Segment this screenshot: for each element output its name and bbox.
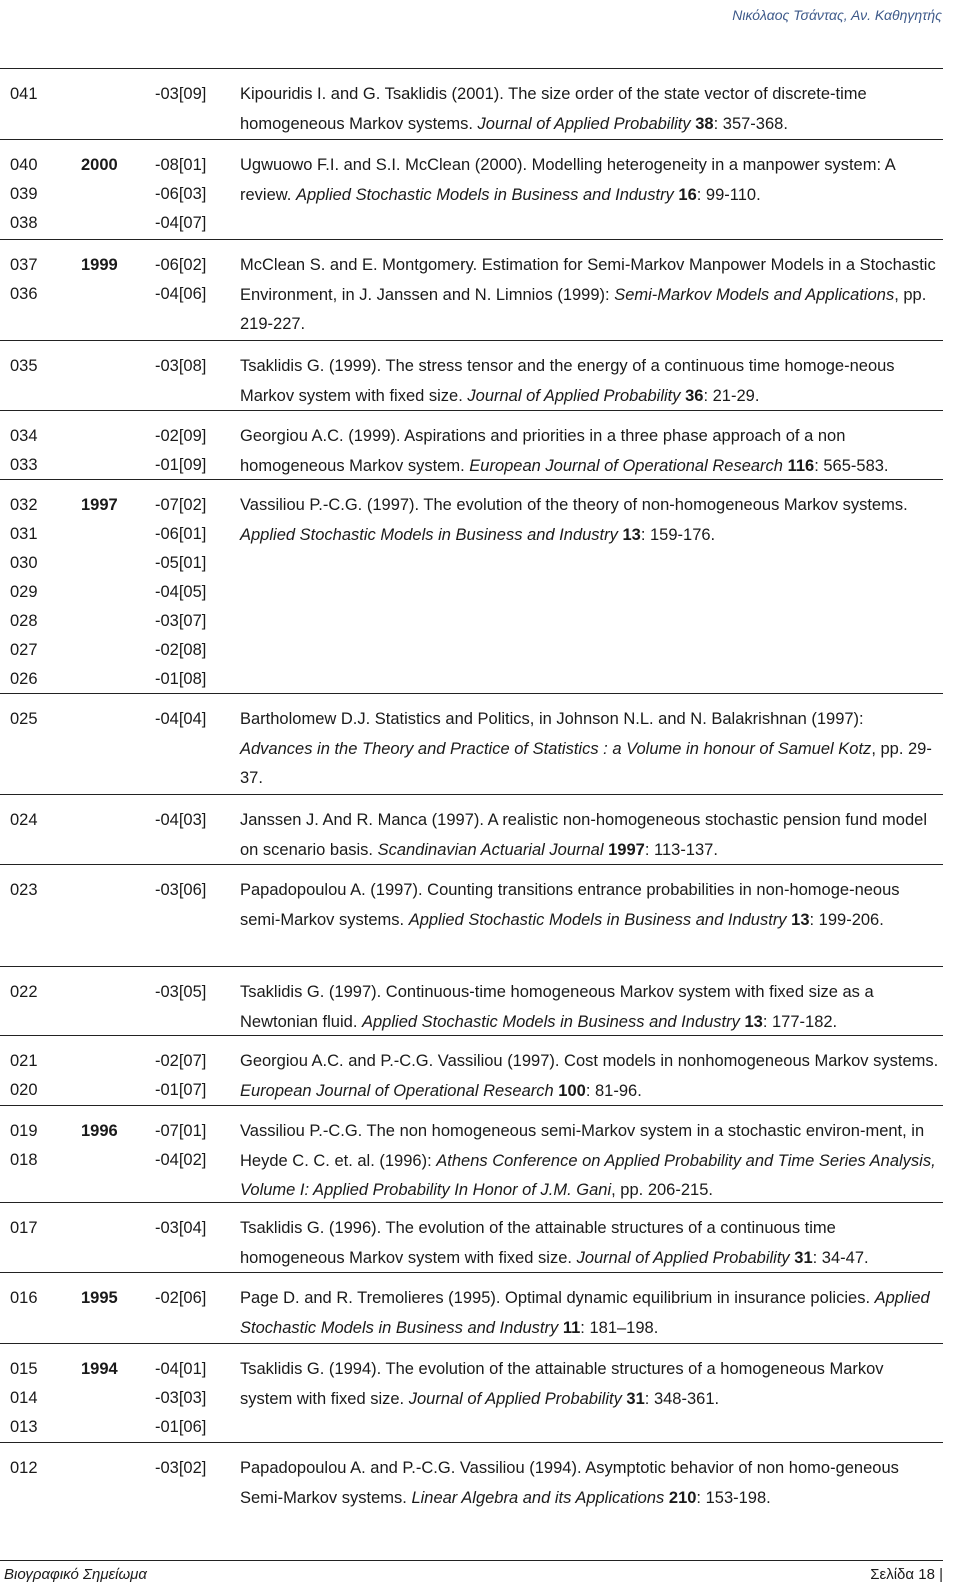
reference-source: Journal of Applied Probability	[576, 1248, 790, 1267]
publication-number: 030	[10, 554, 38, 572]
reference-segment: Tsaklidis G. (1999). The stress tensor and the energy of a continuous time homoge-neous Markov system with fixed size.	[240, 357, 895, 405]
publication-row	[0, 1106, 943, 1203]
publication-year	[81, 1047, 141, 1076]
publication-number: 037	[10, 256, 38, 274]
citation-codes	[155, 1454, 230, 1483]
reference-segment: : 357-368.	[713, 114, 788, 133]
reference-volume: 210	[668, 1488, 697, 1507]
reference-segment: : 348-361.	[644, 1389, 720, 1408]
publication-row	[0, 480, 943, 694]
publication-numbers	[10, 1047, 60, 1105]
reference-text	[240, 251, 940, 340]
reference-text	[240, 151, 940, 210]
reference-segment: : 181–198.	[580, 1318, 659, 1337]
reference-segment: : 565-583.	[814, 456, 889, 475]
publication-number: 038	[10, 214, 38, 232]
publication-numbers	[10, 151, 60, 238]
publication-number: 013	[10, 1418, 38, 1436]
reference-volume: 11	[562, 1318, 581, 1337]
citation-code: -02[06]	[155, 1289, 207, 1307]
reference-source: Advances in the Theory and Practice of Statistics : a Volume in honour of Samuel Kotz	[240, 739, 872, 758]
reference-volume: 13	[622, 525, 641, 544]
publication-row	[0, 341, 943, 411]
citation-codes	[155, 806, 230, 835]
reference-text	[240, 705, 940, 794]
publication-number: 017	[10, 1219, 38, 1237]
publication-row	[0, 240, 943, 341]
citation-code: -06[03]	[155, 185, 207, 203]
publication-row	[0, 967, 943, 1036]
reference-segment: Tsaklidis G. (1994). The evolution of the attainable structures of a homogeneous Markov system with fixed size.	[240, 1360, 884, 1408]
publication-row	[0, 694, 943, 795]
publication-number: 015	[10, 1360, 38, 1378]
reference-volume: 100	[558, 1081, 586, 1100]
publication-numbers	[10, 978, 60, 1007]
reference-segment: Vassiliou P.-C.G. (1997). The evolution of the theory of non-homogeneous Markov systems.	[240, 496, 908, 514]
citation-code: -03[08]	[155, 357, 207, 375]
reference-text	[240, 80, 940, 139]
reference-source: Journal of Applied Probability	[408, 1389, 622, 1408]
publication-year	[81, 1454, 141, 1483]
citation-code: -05[01]	[155, 554, 207, 572]
publication-numbers	[10, 876, 60, 905]
publication-number: 036	[10, 285, 38, 303]
publication-number: 012	[10, 1459, 38, 1477]
reference-source: European Journal of Operational Research	[469, 456, 783, 475]
reference-source: Applied Stochastic Models in Business and Industry	[240, 1289, 930, 1337]
publication-year: 1999	[81, 256, 118, 274]
reference-volume: 13	[744, 1012, 763, 1031]
citation-code: -01[09]	[155, 456, 207, 474]
publication-number: 027	[10, 641, 38, 659]
reference-text	[240, 1284, 940, 1343]
reference-text	[240, 352, 940, 411]
reference-segment: McClean S. and E. Montgomery. Estimation for Semi-Markov Manpower Models in a Stochastic Environment, in J. Janssen and N. Limnios (1999):	[240, 256, 936, 304]
publication-year: 1996	[81, 1122, 118, 1140]
reference-segment: Janssen J. And R. Manca (1997). A realistic non-homogeneous stochastic pension fund model on scenario basis.	[240, 811, 927, 859]
citation-code: -07[01]	[155, 1122, 207, 1140]
citation-code: -07[02]	[155, 496, 207, 514]
publication-year: 1995	[81, 1289, 118, 1307]
publication-year: 2000	[81, 156, 118, 174]
reference-source: Scandinavian Actuarial Journal	[377, 840, 604, 859]
citation-codes	[155, 491, 230, 694]
publication-year: 1997	[81, 496, 118, 514]
reference-source: Linear Algebra and its Applications	[411, 1488, 665, 1507]
citation-code: -06[02]	[155, 256, 207, 274]
publication-row	[0, 69, 943, 140]
citation-code: -04[01]	[155, 1360, 207, 1378]
citation-code: -04[04]	[155, 710, 207, 728]
citation-codes	[155, 978, 230, 1007]
citation-codes	[155, 422, 230, 480]
reference-source: Applied Stochastic Models in Business and Industry	[362, 1012, 740, 1031]
reference-volume: 116	[787, 456, 815, 475]
reference-segment: : 113-137.	[644, 840, 718, 859]
reference-volume: 16	[678, 185, 697, 204]
publication-numbers	[10, 80, 60, 109]
reference-segment: : 177-182.	[762, 1012, 838, 1031]
citation-codes	[155, 251, 230, 309]
reference-source: Journal of Applied Probability	[467, 386, 681, 405]
citation-code: -02[08]	[155, 641, 207, 659]
reference-segment: Georgiou A.C. (1999). Aspirations and priorities in a three phase approach of a non homogeneous Markov system.	[240, 427, 846, 475]
publication-year	[81, 422, 141, 451]
citation-code: -04[03]	[155, 811, 207, 829]
publication-number: 035	[10, 357, 38, 375]
publication-year	[81, 352, 141, 381]
publication-numbers	[10, 422, 60, 480]
reference-source: European Journal of Operational Research	[240, 1081, 554, 1100]
publication-number: 019	[10, 1122, 38, 1140]
reference-text	[240, 978, 940, 1037]
publication-number: 021	[10, 1052, 38, 1070]
citation-code: -04[07]	[155, 214, 207, 232]
reference-segment: : 199-206.	[809, 910, 884, 929]
citation-code: -04[02]	[155, 1151, 207, 1169]
reference-volume: 36	[685, 386, 704, 405]
publication-number: 016	[10, 1289, 38, 1307]
reference-segment: Papadopoulou A. (1997). Counting transitions entrance probabilities in non-homoge-neous semi-Markov systems.	[240, 881, 900, 929]
publication-numbers	[10, 1355, 60, 1442]
publication-numbers	[10, 806, 60, 835]
reference-volume: 31	[626, 1389, 645, 1408]
reference-segment: Tsaklidis G. (1997). Continuous-time homogeneous Markov system with fixed size as a Newtonian fluid.	[240, 983, 874, 1031]
publication-row	[0, 1203, 943, 1273]
page-number: Σελίδα 18 |	[870, 1566, 943, 1583]
publication-number: 041	[10, 85, 38, 103]
reference-segment: Tsaklidis G. (1996). The evolution of the attainable structures of a continuous time homogeneous Markov system with fixed size.	[240, 1219, 836, 1267]
publication-year	[81, 806, 141, 835]
page-header: Νικόλαος Τσάντας, Αν. Καθηγητής	[732, 7, 942, 23]
publication-number: 032	[10, 496, 38, 514]
reference-segment: Kipouridis I. and G. Tsaklidis (2001). The size order of the state vector of discrete-time homogeneous Markov systems.	[240, 85, 867, 133]
reference-source: Applied Stochastic Models in Business and Industry	[240, 525, 618, 544]
reference-segment: , pp. 29-37.	[240, 739, 932, 787]
reference-source: Applied Stochastic Models in Business and Industry	[408, 910, 787, 929]
publication-row	[0, 1344, 943, 1443]
citation-code: -03[04]	[155, 1219, 207, 1237]
publication-row	[0, 1036, 943, 1106]
publication-number: 014	[10, 1389, 38, 1407]
reference-segment: : 81-96.	[585, 1081, 642, 1100]
reference-text	[240, 806, 940, 865]
reference-volume: 38	[695, 114, 714, 133]
publication-number: 040	[10, 156, 38, 174]
reference-text	[240, 876, 940, 935]
reference-segment: Papadopoulou A. and P.-C.G. Vassiliou (1994). Asymptotic behavior of non homo-geneous Semi-Markov systems.	[240, 1459, 899, 1507]
citation-code: -03[07]	[155, 612, 207, 630]
reference-source: Applied Stochastic Models in Business and Industry	[295, 185, 674, 204]
reference-segment: , pp. 206-215.	[611, 1181, 713, 1199]
publication-row	[0, 1443, 943, 1560]
citation-code: -03[02]	[155, 1459, 207, 1477]
citation-code: -03[03]	[155, 1389, 207, 1407]
reference-segment: Georgiou A.C. and P.-C.G. Vassiliou (1997). Cost models in nonhomogeneous Markov systems.	[240, 1052, 939, 1070]
reference-segment: : 153-198.	[696, 1488, 771, 1507]
page-footer	[0, 1560, 943, 1591]
reference-text	[240, 422, 940, 481]
publication-numbers	[10, 251, 60, 309]
reference-volume: 1997	[608, 840, 645, 859]
reference-segment: , pp. 219-227.	[240, 285, 927, 333]
reference-segment: : 159-176.	[640, 525, 716, 544]
reference-segment: : 99-110.	[696, 185, 761, 204]
publication-number: 031	[10, 525, 38, 543]
citation-code: -01[07]	[155, 1081, 207, 1099]
citation-code: -03[09]	[155, 85, 207, 103]
citation-code: -04[05]	[155, 583, 207, 601]
publication-row	[0, 140, 943, 240]
citation-codes	[155, 352, 230, 381]
publication-number: 039	[10, 185, 38, 203]
citation-code: -06[01]	[155, 525, 207, 543]
citation-code: -03[05]	[155, 983, 207, 1001]
citation-codes	[155, 1284, 230, 1313]
footer-title: Βιογραφικό Σημείωμα	[4, 1566, 147, 1583]
reference-segment: : 34-47.	[812, 1248, 869, 1267]
reference-text	[240, 491, 940, 550]
publication-row	[0, 795, 943, 865]
reference-volume: 13	[791, 910, 810, 929]
citation-codes	[155, 1117, 230, 1175]
reference-source: Journal of Applied Probability	[477, 114, 691, 133]
publication-row	[0, 411, 943, 480]
publication-number: 024	[10, 811, 38, 829]
citation-code: -01[08]	[155, 670, 207, 688]
publication-year	[81, 705, 141, 734]
publication-year: 1994	[81, 1360, 118, 1378]
citation-codes	[155, 1355, 230, 1442]
reference-volume: 31	[794, 1248, 813, 1267]
reference-segment: : 21-29.	[703, 386, 760, 405]
reference-segment: Bartholomew D.J. Statistics and Politics, in Johnson N.L. and N. Balakrishnan (1997):	[240, 710, 864, 728]
reference-source: Semi-Markov Models and Applications	[614, 285, 895, 304]
reference-source: Athens Conference on Applied Probability and Time Series Analysis, Volume I: Applied Probability In Honor of J.M. Gani	[240, 1151, 936, 1199]
citation-code: -02[09]	[155, 427, 207, 445]
publication-number: 025	[10, 710, 38, 728]
publication-numbers	[10, 1284, 60, 1313]
citation-codes	[155, 705, 230, 734]
publication-numbers	[10, 352, 60, 381]
reference-segment: Ugwuowo F.I. and S.I. McClean (2000). Modelling heterogeneity in a manpower system: A review.	[240, 156, 895, 204]
publication-numbers	[10, 1214, 60, 1243]
publication-number: 028	[10, 612, 38, 630]
publication-numbers	[10, 1117, 60, 1175]
citation-codes	[155, 151, 230, 238]
publication-number: 029	[10, 583, 38, 601]
reference-text	[240, 1355, 940, 1414]
publication-numbers	[10, 1454, 60, 1483]
reference-segment: Vassiliou P.-C.G. The non homogeneous semi-Markov system in a stochastic environ-ment, in Heyde C. C. et. al. (1996):	[240, 1122, 925, 1170]
publication-number: 023	[10, 881, 38, 899]
publication-numbers	[10, 705, 60, 734]
publication-number: 026	[10, 670, 38, 688]
citation-code: -08[01]	[155, 156, 207, 174]
citation-codes	[155, 876, 230, 905]
publication-number: 034	[10, 427, 38, 445]
citation-codes	[155, 1047, 230, 1105]
citation-codes	[155, 1214, 230, 1243]
reference-text	[240, 1117, 940, 1206]
reference-text	[240, 1047, 940, 1106]
publication-number: 033	[10, 456, 38, 474]
publication-year	[81, 80, 141, 109]
citation-codes	[155, 80, 230, 109]
publication-year	[81, 1214, 141, 1243]
publication-year	[81, 876, 141, 905]
publication-row	[0, 1273, 943, 1344]
publication-number: 020	[10, 1081, 38, 1099]
citation-code: -03[06]	[155, 881, 207, 899]
citation-code: -04[06]	[155, 285, 207, 303]
publication-number: 022	[10, 983, 38, 1001]
citation-code: -01[06]	[155, 1418, 207, 1436]
publication-row	[0, 865, 943, 967]
citation-code: -02[07]	[155, 1052, 207, 1070]
reference-text	[240, 1454, 940, 1513]
reference-text	[240, 1214, 940, 1273]
publication-year	[81, 978, 141, 1007]
reference-segment: Page D. and R. Tremolieres (1995). Optimal dynamic equilibrium in insurance policies.	[240, 1289, 875, 1307]
publication-number: 018	[10, 1151, 38, 1169]
publication-numbers	[10, 491, 60, 694]
